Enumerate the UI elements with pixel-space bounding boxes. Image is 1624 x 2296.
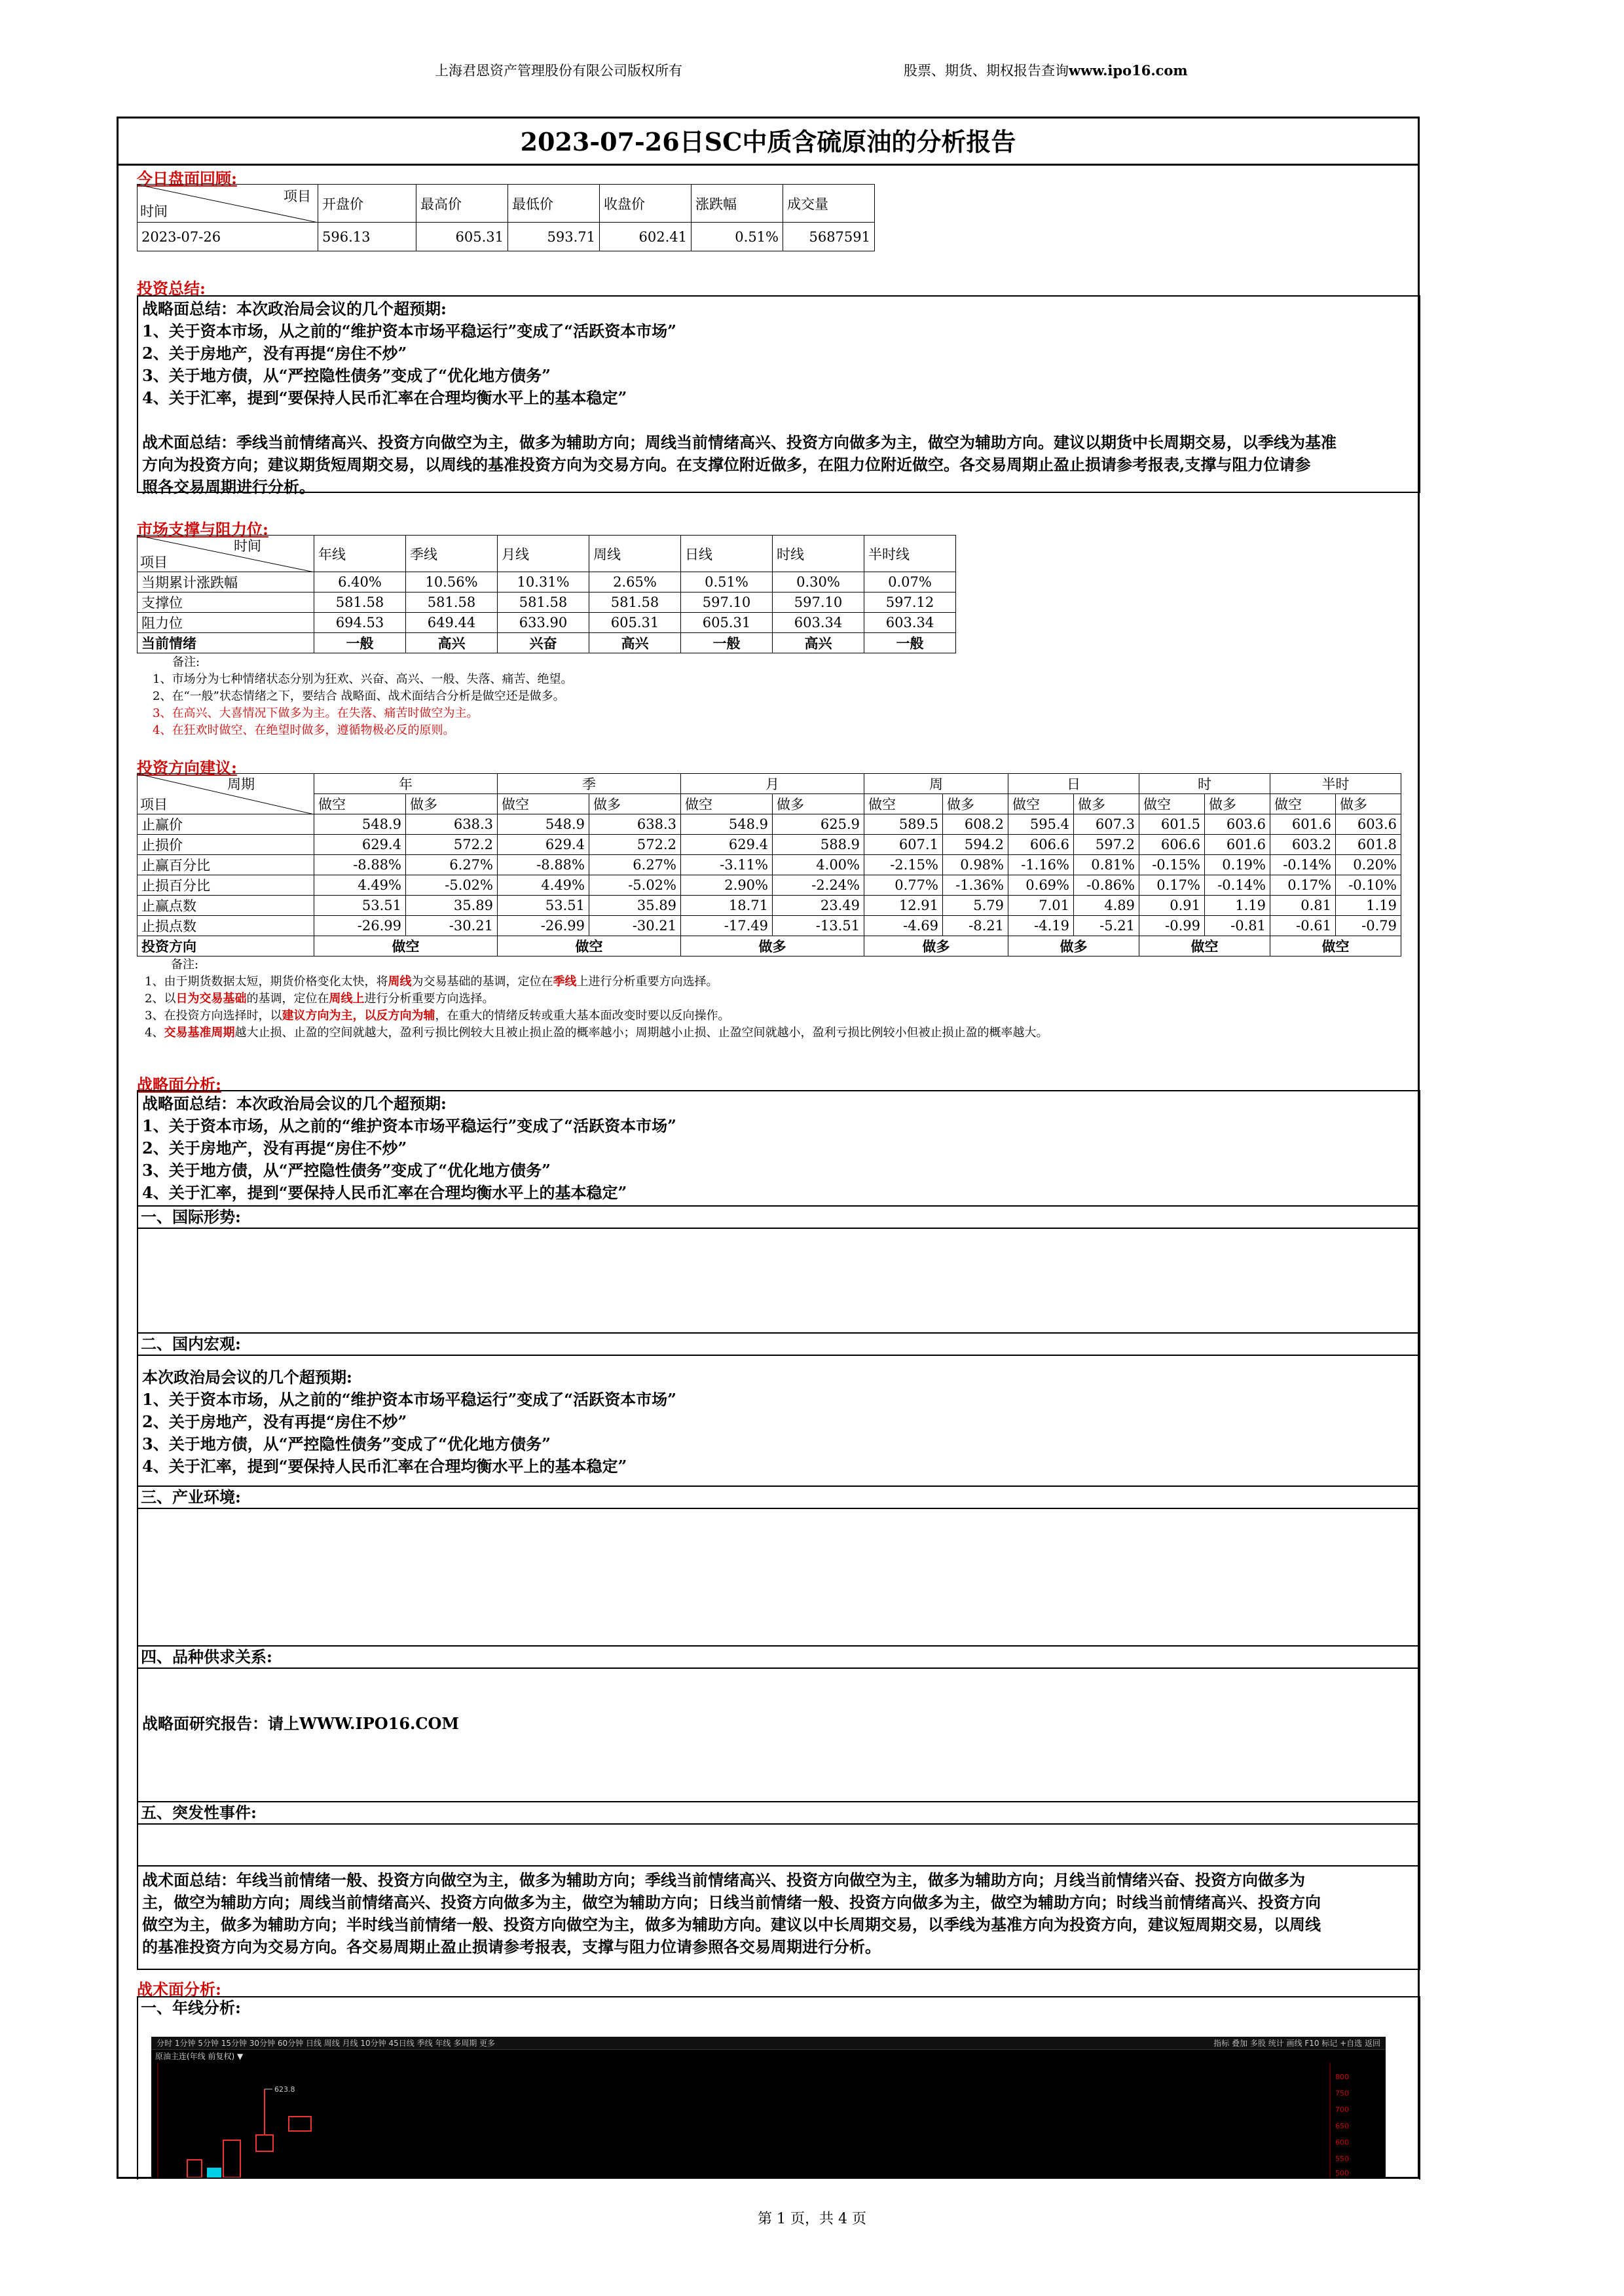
section-direction: 投资方向建议: [137, 758, 237, 777]
col-header: 周线 [589, 536, 681, 572]
table-cell: 0.81 [1270, 896, 1336, 916]
table-cell: 0.91 [1139, 896, 1205, 916]
table-cell: 596.13 [318, 223, 416, 251]
table-cell: -2.24% [773, 875, 864, 896]
kline-plot [151, 2063, 1386, 2178]
table-cell: 605.31 [589, 613, 681, 633]
table-cell: 607.1 [864, 835, 943, 855]
table-cell: 606.6 [1139, 835, 1205, 855]
tactic-summary: 战术面总结：年线当前情绪一般、投资方向做空为主，做多为辅助方向；季线当前情绪高兴、投资方向做空为主，做多为辅助方向；月线当前情绪兴奋、投资方向做多为 主，做空为辅助方向；周线当前情绪高兴、投资方向做多为主，做空为辅助方向；日线当前情绪一般、投资方向做多为主，做空为辅助方向；时线当前情绪高兴、投资方向 做空为主，做多为辅助方向；半时线当前情绪一般、投资方向做空为主，做多为辅助方向。建议以中长周期交易，以季线为基准方向为投资方向，建议短周期交易，以周线 的基准投资方向为交易方向。各交易周期止盈止损请参考报表，支撑与阻力位请参照各交易周期进行分析。 [137, 1865, 1420, 1970]
table-cell: 1.19 [1336, 896, 1401, 916]
section-review: 今日盘面回顾: [137, 169, 237, 188]
table-cell: 0.17% [1270, 875, 1336, 896]
period-header: 年 [314, 774, 498, 794]
direction-cell: 做多 [1008, 936, 1139, 957]
row-label: 止赢点数 [138, 896, 314, 916]
col-header: 开盘价 [318, 185, 416, 223]
table-cell: 10.31% [498, 572, 589, 592]
col-header: 日线 [681, 536, 773, 572]
support-table [137, 535, 956, 653]
table-cell: 6.27% [589, 855, 681, 875]
strategy-international: 一、国际形势: [137, 1205, 1420, 1334]
supply-demand-link[interactable]: 战略面研究报告：请上WWW.IPO16.COM [142, 1714, 459, 1733]
col-header: 收盘价 [600, 185, 692, 223]
table-cell: 608.2 [943, 814, 1008, 835]
table-cell: 633.90 [498, 613, 589, 633]
row-label: 投资方向 [138, 936, 314, 957]
direction-cell: 做空 [1139, 936, 1270, 957]
support-corner: 时间 项目 [138, 536, 314, 572]
header-url[interactable]: www.ipo16.com [1069, 62, 1188, 79]
axis-label: 600 [1335, 2138, 1349, 2147]
table-cell: 0.81% [1074, 855, 1139, 875]
table-cell: 581.58 [589, 592, 681, 613]
candle [207, 2168, 221, 2178]
subcol-header: 做空 [1270, 794, 1336, 814]
subcol-header: 做多 [1074, 794, 1139, 814]
report-title: 2023-07-26日SC中质含硫原油的分析报告 [119, 118, 1418, 166]
strategy-events: 五、突发性事件: [137, 1801, 1420, 1867]
col-header: 成交量 [783, 185, 875, 223]
table-cell: 10.56% [406, 572, 498, 592]
col-header: 月线 [498, 536, 589, 572]
subcol-header: 做空 [498, 794, 589, 814]
table-cell: -0.10% [1336, 875, 1401, 896]
table-cell: 7.01 [1008, 896, 1074, 916]
tactics-year: 一、年线分析: [137, 1996, 1420, 2179]
axis-label: 500 [1335, 2169, 1349, 2178]
table-cell: 0.30% [773, 572, 864, 592]
strategy-industry: 三、产业环境: [137, 1485, 1420, 1647]
period-header: 周 [864, 774, 1008, 794]
table-cell: -5.21 [1074, 916, 1139, 936]
section-summary: 投资总结: [137, 279, 206, 298]
table-cell: 605.31 [416, 223, 508, 251]
table-cell: 0.77% [864, 875, 943, 896]
table-cell: -0.99 [1139, 916, 1205, 936]
col-header: 时线 [773, 536, 864, 572]
subcol-header: 做多 [943, 794, 1008, 814]
chart-title: 原油主连(年线 前复权) ▼ [155, 2052, 244, 2061]
row-label: 止损价 [138, 835, 314, 855]
table-cell: 2.65% [589, 572, 681, 592]
review-date: 2023-07-26 [138, 223, 318, 251]
table-cell: 0.07% [864, 572, 956, 592]
table-cell: -1.36% [943, 875, 1008, 896]
table-cell: 4.89 [1074, 896, 1139, 916]
table-cell: 一般 [314, 633, 406, 653]
table-cell: 603.2 [1270, 835, 1336, 855]
table-cell: 606.6 [1008, 835, 1074, 855]
review-corner: 项目 时间 [138, 185, 318, 223]
table-cell: -4.69 [864, 916, 943, 936]
subcol-header: 做多 [1336, 794, 1401, 814]
table-cell: -0.15% [1139, 855, 1205, 875]
table-cell: -2.15% [864, 855, 943, 875]
period-header: 季 [498, 774, 681, 794]
table-cell: 6.27% [406, 855, 498, 875]
table-cell: 588.9 [773, 835, 864, 855]
axis-label: 700 [1335, 2105, 1349, 2114]
table-cell: 601.8 [1336, 835, 1401, 855]
col-header: 年线 [314, 536, 406, 572]
table-cell: -5.02% [589, 875, 681, 896]
row-label: 支撑位 [138, 592, 314, 613]
table-cell: 638.3 [406, 814, 498, 835]
table-cell: -0.61 [1270, 916, 1336, 936]
table-cell: 5687591 [783, 223, 875, 251]
table-cell: -17.49 [681, 916, 773, 936]
table-cell: -0.81 [1205, 916, 1270, 936]
axis-label: 650 [1335, 2122, 1349, 2130]
table-cell: 581.58 [406, 592, 498, 613]
chart-toolbar[interactable]: 指标 叠加 多股 统计 画线 F10 标记 +自选 返回 [1213, 2039, 1380, 2048]
table-cell: 629.4 [314, 835, 406, 855]
table-cell: 581.58 [314, 592, 406, 613]
subcol-header: 做多 [406, 794, 498, 814]
table-cell: -30.21 [589, 916, 681, 936]
table-cell: 53.51 [498, 896, 589, 916]
table-cell: 0.98% [943, 855, 1008, 875]
direction-table [137, 773, 1401, 957]
table-cell: 兴奋 [498, 633, 589, 653]
table-cell: -5.02% [406, 875, 498, 896]
subcol-header: 做多 [589, 794, 681, 814]
subcol-header: 做空 [1008, 794, 1074, 814]
direction-cell: 做空 [314, 936, 498, 957]
table-cell: 548.9 [498, 814, 589, 835]
table-cell: 603.34 [864, 613, 956, 633]
axis-label: 800 [1335, 2073, 1349, 2081]
period-header: 半时 [1270, 774, 1401, 794]
table-cell: 4.49% [314, 875, 406, 896]
table-cell: 638.3 [589, 814, 681, 835]
table-cell: 601.6 [1270, 814, 1336, 835]
direction-cell: 做空 [498, 936, 681, 957]
direction-corner: 周期 项目 [138, 774, 314, 814]
table-cell: 603.6 [1205, 814, 1270, 835]
table-cell: 572.2 [406, 835, 498, 855]
subcol-header: 做多 [773, 794, 864, 814]
row-label: 当前情绪 [138, 633, 314, 653]
table-cell: 581.58 [498, 592, 589, 613]
col-header: 季线 [406, 536, 498, 572]
col-header: 半时线 [864, 536, 956, 572]
col-header: 最高价 [416, 185, 508, 223]
table-cell: 601.6 [1205, 835, 1270, 855]
subcol-header: 做空 [314, 794, 406, 814]
table-cell: -13.51 [773, 916, 864, 936]
period-header: 日 [1008, 774, 1139, 794]
table-cell: 35.89 [406, 896, 498, 916]
table-cell: 602.41 [600, 223, 692, 251]
table-cell: 35.89 [589, 896, 681, 916]
table-cell: -30.21 [406, 916, 498, 936]
table-cell: 一般 [681, 633, 773, 653]
table-cell: 649.44 [406, 613, 498, 633]
table-cell: 694.53 [314, 613, 406, 633]
strategy-intro: 战略面总结：本次政治局会议的几个超预期: 1、关于资本市场，从之前的“维护资本市场平稳运行”变成了“活跃资本市场” 2、关于房地产，没有再提“房住不炒” 3、关于地方债，从“严控隐性债务”变成了“优化地方债务” 4、关于汇率，提到“要保持人民币汇率在合理均衡水平上的基本稳定” [137, 1090, 1420, 1207]
table-cell: -8.88% [498, 855, 589, 875]
table-cell: 629.4 [681, 835, 773, 855]
table-cell: 0.69% [1008, 875, 1074, 896]
summary-box: 战略面总结：本次政治局会议的几个超预期: 1、关于资本市场，从之前的“维护资本市场平稳运行”变成了“活跃资本市场” 2、关于房地产，没有再提“房住不炒” 3、关于地方债，从“严控隐性债务”变成了“优化地方债务” 4、关于汇率，提到“要保持人民币汇率在合理均衡水平上的基本稳定” 战术面总结：季线当前情绪高兴、投资方向做空为主，做多为辅助方向；周线当前情绪高兴、投资方向做多为主，做空为辅助方向。建议以期货中长周期交易，以季线为基准 方向为投资方向；建议期货短周期交易，以周线的基准投资方向为交易方向。在支撑位附近做多，在阻力位附近做空。各交易周期止盈止损请参考报表,支撑与阻力位请参 照各交易周期进行分析。 [137, 295, 1420, 493]
period-header: 时 [1139, 774, 1270, 794]
section-strategy: 战略面分析: [137, 1075, 221, 1094]
table-cell: 597.10 [681, 592, 773, 613]
row-label: 阻力位 [138, 613, 314, 633]
table-cell: 1.19 [1205, 896, 1270, 916]
table-cell: 6.40% [314, 572, 406, 592]
table-cell: -1.16% [1008, 855, 1074, 875]
table-cell: 0.17% [1139, 875, 1205, 896]
table-cell: 4.00% [773, 855, 864, 875]
table-cell: 0.51% [681, 572, 773, 592]
peak-label: 623.8 [274, 2085, 295, 2094]
page-footer: 第 1 页，共 4 页 [758, 2211, 866, 2227]
subcol-header: 做空 [681, 794, 773, 814]
table-cell: -0.79 [1336, 916, 1401, 936]
section-tactics: 战术面分析: [137, 1980, 221, 1999]
support-notes: 备注: 1、市场分为七种情绪状态分别为狂欢、兴奋、高兴、一般、失落、痛苦、绝望。 2、在“一般”状态情绪之下，要结合 战略面、战术面结合分析是做空还是做多。 3、在高兴、大喜情况下做多为主。在失落、痛苦时做空为主。 4、在狂欢时做空、在绝望时做多，遵循物极必反的原则。 [153, 655, 573, 737]
candle [256, 2135, 273, 2151]
row-label: 止赢百分比 [138, 855, 314, 875]
table-cell: 597.10 [773, 592, 864, 613]
candle [223, 2140, 240, 2178]
table-cell: 12.91 [864, 896, 943, 916]
table-cell: 595.4 [1008, 814, 1074, 835]
subcol-header: 做多 [1205, 794, 1270, 814]
candle [187, 2160, 202, 2178]
table-cell: 597.2 [1074, 835, 1139, 855]
table-cell: 高兴 [406, 633, 498, 653]
header-right: 股票、期货、期权报告查询www.ipo16.com [904, 62, 1188, 79]
table-cell: -4.19 [1008, 916, 1074, 936]
row-label: 止损点数 [138, 916, 314, 936]
table-cell: 605.31 [681, 613, 773, 633]
table-cell: 625.9 [773, 814, 864, 835]
table-cell: 597.12 [864, 592, 956, 613]
table-cell: 607.3 [1074, 814, 1139, 835]
axis-label: 550 [1335, 2155, 1349, 2163]
row-label: 当期累计涨跌幅 [138, 572, 314, 592]
table-cell: 601.5 [1139, 814, 1205, 835]
direction-cell: 做空 [1270, 936, 1401, 957]
report-frame [117, 117, 1420, 2179]
section-support: 市场支撑与阻力位: [137, 520, 268, 539]
table-cell: 629.4 [498, 835, 589, 855]
table-cell: -26.99 [498, 916, 589, 936]
strategy-supply-demand: 四、品种供求关系: 战略面研究报告：请上WWW.IPO16.COM [137, 1645, 1420, 1802]
table-cell: 4.49% [498, 875, 589, 896]
review-table [137, 184, 875, 251]
strategy-domestic: 二、国内宏观: 本次政治局会议的几个超预期: 1、关于资本市场，从之前的“维护资本市场平稳运行”变成了“活跃资本市场” 2、关于房地产，没有再提“房住不炒” 3、关于地方债，从“严控隐性债务”变成了“优化地方债务” 4、关于汇率，提到“要保持人民币汇率在合理均衡水平上的基本稳定” [137, 1332, 1420, 1487]
table-cell: 603.6 [1336, 814, 1401, 835]
direction-cell: 做多 [864, 936, 1008, 957]
table-cell: 603.34 [773, 613, 864, 633]
table-cell: -0.14% [1205, 875, 1270, 896]
table-cell: 53.51 [314, 896, 406, 916]
table-cell: 589.5 [864, 814, 943, 835]
table-cell: 5.79 [943, 896, 1008, 916]
table-cell: -26.99 [314, 916, 406, 936]
table-cell: 0.51% [692, 223, 783, 251]
col-header: 最低价 [508, 185, 600, 223]
kline-chart[interactable] [151, 2037, 1386, 2178]
header-left: 上海君恩资产管理股份有限公司版权所有 [435, 63, 682, 79]
col-header: 涨跌幅 [692, 185, 783, 223]
table-cell: 0.19% [1205, 855, 1270, 875]
table-cell: 594.2 [943, 835, 1008, 855]
table-cell: -0.14% [1270, 855, 1336, 875]
row-label: 止损百分比 [138, 875, 314, 896]
table-cell: 0.20% [1336, 855, 1401, 875]
direction-cell: 做多 [681, 936, 864, 957]
table-cell: 高兴 [773, 633, 864, 653]
chart-tabs[interactable]: 分时 1分钟 5分钟 15分钟 30分钟 60分钟 日线 周线 月线 10分钟 45日线 季线 年线 多周期 更多 [157, 2039, 496, 2048]
subcol-header: 做空 [864, 794, 943, 814]
table-cell: -3.11% [681, 855, 773, 875]
table-cell: -8.88% [314, 855, 406, 875]
table-cell: 23.49 [773, 896, 864, 916]
subcol-header: 做空 [1139, 794, 1205, 814]
candle [289, 2117, 311, 2131]
table-cell: 高兴 [589, 633, 681, 653]
table-cell: -8.21 [943, 916, 1008, 936]
row-label: 止赢价 [138, 814, 314, 835]
axis-label: 750 [1335, 2089, 1349, 2098]
table-cell: 593.71 [508, 223, 600, 251]
table-cell: 2.90% [681, 875, 773, 896]
table-cell: 一般 [864, 633, 956, 653]
table-cell: 18.71 [681, 896, 773, 916]
direction-notes: 备注: 1、由于期货数据太短，期货价格变化太快，将周线为交易基础的基调，定位在季线上进行分析重要方向选择。 2、以日为交易基础的基调，定位在周线上进行分析重要方向选择。 3、在投资方向选择时，以建议方向为主，以反方向为辅，在重大的情绪反转或重大基本面改变时要以反向操作。 4、交易基准周期越大止损、止盈的空间就越大，盈利亏损比例较大且被止损止盈的概率越小；周期越小止损、止盈空间就越小，盈利亏损比例较小但被止损止盈的概率越大。 [145, 958, 1048, 1040]
table-cell: -0.86% [1074, 875, 1139, 896]
table-cell: 548.9 [681, 814, 773, 835]
period-header: 月 [681, 774, 864, 794]
table-cell: 548.9 [314, 814, 406, 835]
table-cell: 572.2 [589, 835, 681, 855]
